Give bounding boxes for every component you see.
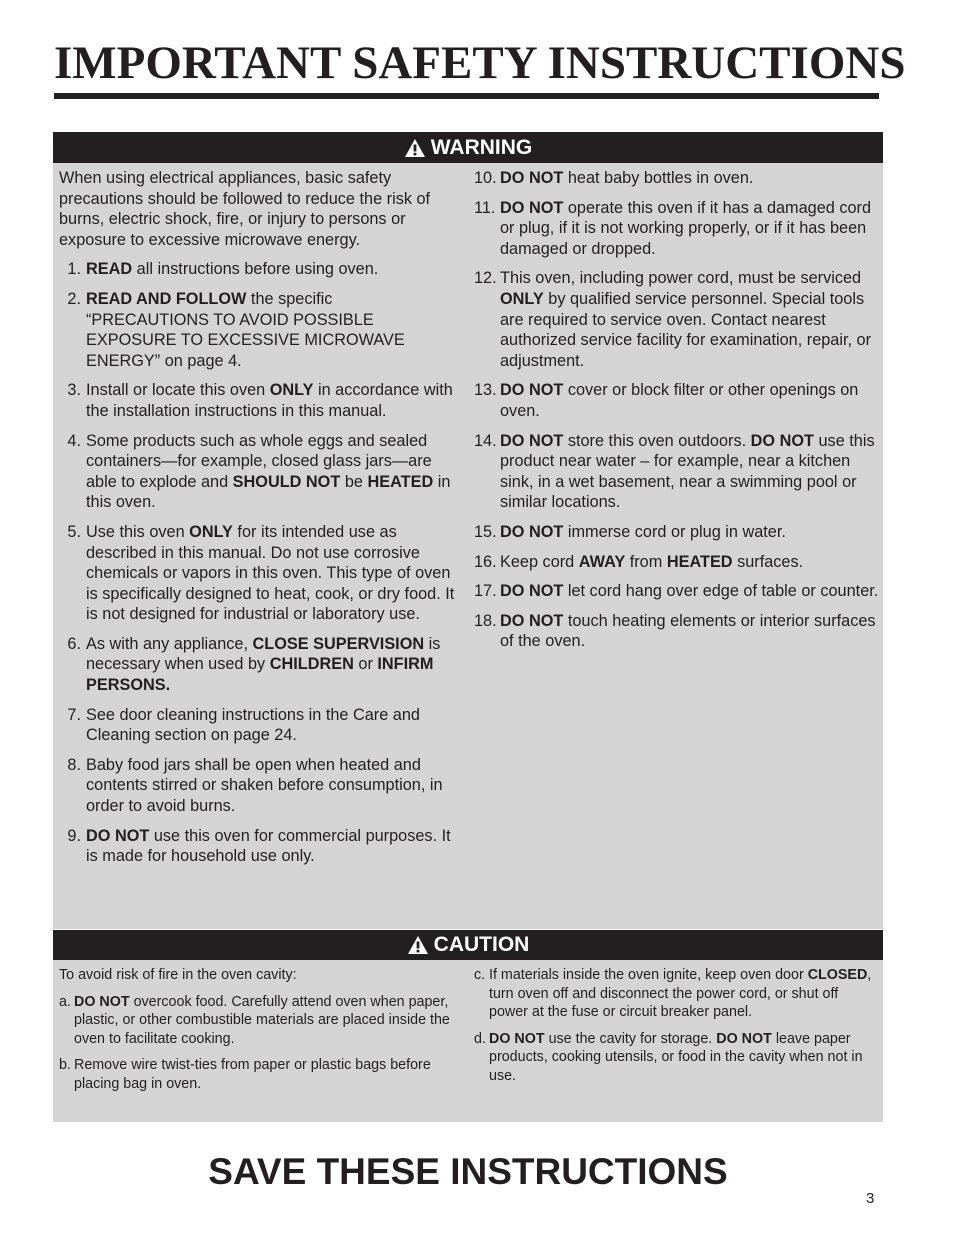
item-text: use this oven for commercial purposes. It is made for household use only.	[86, 826, 451, 866]
bold-text: DO NOT	[500, 611, 564, 630]
warning-item	[474, 168, 879, 189]
warning-item	[59, 634, 459, 696]
bold-text: DO NOT	[500, 169, 564, 187]
warning-label: WARNING	[430, 135, 533, 159]
bold-text: CLOSED	[807, 967, 868, 983]
item-text: is necessary when used by	[86, 634, 441, 674]
item-text: heat baby bottles in oven.	[563, 169, 754, 187]
warning-item	[59, 522, 459, 625]
item-text: store this oven outdoors.	[563, 431, 751, 450]
item-text: cover or block filter or other openings on oven.	[500, 381, 859, 420]
item-marker: 4.	[67, 431, 81, 450]
item-text: Remove wire twist-ties from paper or plastic bags before placing bag in oven.	[74, 1057, 431, 1092]
item-marker: 9.	[67, 826, 81, 845]
warning-item	[474, 552, 879, 573]
warning-item	[59, 431, 459, 513]
item-text: Use this oven	[86, 522, 190, 541]
item-marker: d.	[474, 1030, 486, 1047]
caution-right-column	[474, 966, 879, 1093]
item-marker: 18.	[474, 611, 497, 630]
item-text: immerse cord or plug in water.	[563, 522, 786, 541]
warning-left-column	[59, 168, 459, 876]
item-marker: 13.	[474, 381, 497, 400]
item-text: all instructions before using oven.	[132, 260, 379, 279]
warning-item	[59, 705, 459, 746]
item-marker: 7.	[67, 705, 81, 724]
warning-list-right	[474, 168, 879, 652]
item-marker: 3.	[67, 381, 81, 400]
caution-panel	[53, 930, 883, 1122]
caution-list-left	[59, 993, 459, 1094]
warning-item	[59, 289, 459, 371]
bold-text: DO NOT	[500, 381, 564, 400]
warning-right-column	[474, 168, 879, 661]
bold-text: DO NOT	[489, 1030, 545, 1047]
item-text: be	[340, 472, 368, 491]
item-text: by qualified service personnel. Special tools are required to service oven. Contact nearest authorized service facility for examination, repair, or adjustment.	[500, 289, 872, 370]
item-text: As with any appliance,	[86, 634, 253, 653]
warning-item	[59, 259, 459, 280]
caution-item	[474, 1030, 879, 1086]
bold-text: DO NOT	[750, 431, 814, 450]
bold-text: AWAY	[578, 552, 626, 571]
bold-text: DO NOT	[500, 198, 564, 217]
warning-item	[474, 522, 879, 543]
item-marker: 5.	[67, 522, 81, 541]
warning-triangle-icon	[407, 935, 429, 955]
item-text: let cord hang over edge of table or counter.	[563, 582, 879, 601]
item-marker: 17.	[474, 582, 497, 601]
bold-text: DO NOT	[86, 826, 150, 845]
item-marker: 11.	[474, 198, 496, 217]
warning-banner	[53, 132, 883, 163]
bold-text: ONLY	[189, 522, 233, 541]
warning-item	[59, 380, 459, 421]
bold-text: CHILDREN	[269, 655, 354, 674]
item-text: for its intended use as described in this manual. Do not use corrosive chemicals or vapors in this oven. This type of oven is specifically designed to heat, cook, or dry food. It is not designed for industrial or laboratory use.	[86, 522, 455, 624]
item-marker: 14.	[474, 431, 497, 450]
bold-text: ONLY	[269, 381, 314, 400]
item-marker: 1.	[67, 260, 81, 279]
bold-text: DO NOT	[716, 1030, 772, 1047]
item-text: use this product near water – for example, near a kitchen sink, in a wet basement, near a swimming pool or similar locations.	[500, 431, 875, 512]
warning-item	[474, 380, 879, 421]
item-marker: 16.	[474, 552, 497, 571]
item-marker: a.	[59, 993, 71, 1010]
bold-text: READ	[86, 260, 133, 279]
item-marker: 10.	[474, 169, 497, 187]
item-text: surfaces.	[732, 552, 804, 571]
warning-intro: When using electrical appliances, basic safety precautions should be followed to reduce the risk of burns, electric shock, fire, or injury to persons or exposure to excessive microwave energy.	[59, 169, 431, 249]
page-title: IMPORTANT SAFETY INSTRUCTIONS	[54, 37, 906, 89]
item-marker: 12.	[474, 269, 497, 288]
title-rule	[54, 93, 879, 99]
warning-triangle-icon	[404, 138, 426, 158]
warning-item	[474, 268, 879, 371]
bold-text: ONLY	[500, 289, 544, 308]
item-text: use the cavity for storage.	[544, 1030, 717, 1047]
save-instructions-heading: SAVE THESE INSTRUCTIONS	[208, 1151, 728, 1192]
item-text: This oven, including power cord, must be serviced	[500, 269, 862, 288]
item-text: overcook food. Carefully attend oven when paper, plastic, or other combustible materials are placed inside the oven to facilitate cooking.	[74, 993, 450, 1047]
warning-item	[59, 826, 459, 867]
caution-left-column	[59, 966, 459, 1101]
caution-item	[59, 993, 459, 1049]
item-text: operate this oven if it has a damaged cord or plug, if it is not working properly, or if it has been damaged or dropped.	[500, 198, 872, 258]
item-marker: 15.	[474, 522, 497, 541]
item-text: the specific “PRECAUTIONS TO AVOID POSSIBLE EXPOSURE TO EXCESSIVE MICROWAVE ENERGY” on page 4.	[86, 289, 405, 370]
caution-banner	[53, 930, 883, 960]
warning-item	[474, 431, 879, 513]
warning-item	[474, 581, 879, 602]
bold-text: READ AND FOLLOW	[86, 289, 247, 308]
item-text: in this oven.	[86, 472, 451, 512]
item-marker: b.	[59, 1057, 71, 1073]
caution-intro: To avoid risk of fire in the oven cavity:	[59, 967, 297, 983]
item-marker: 2.	[67, 289, 81, 308]
bold-text: CLOSE SUPERVISION	[252, 634, 425, 653]
bold-text: SHOULD NOT	[232, 472, 341, 491]
caution-label: CAUTION	[433, 933, 530, 956]
caution-item	[474, 966, 879, 1022]
bold-text: DO NOT	[74, 993, 130, 1010]
bold-text: DO NOT	[500, 522, 564, 541]
item-text: See door cleaning instructions in the Care and Cleaning section on page 24.	[86, 705, 420, 745]
warning-item	[474, 611, 879, 652]
warning-item	[474, 198, 879, 260]
item-text: , turn oven off and disconnect the power cord, or shut off power at the fuse or circuit breaker panel.	[489, 967, 872, 1020]
item-marker: 8.	[67, 755, 81, 774]
item-text: Baby food jars shall be open when heated and contents stirred or shaken before consumption, in order to avoid burns.	[86, 755, 443, 816]
caution-list-right	[474, 966, 879, 1085]
item-text: Some products such as whole eggs and sealed containers—for example, closed glass jars—are able to explode and	[86, 431, 432, 491]
item-marker: 6.	[67, 634, 81, 653]
item-text: Install or locate this oven	[86, 381, 270, 400]
warning-item	[59, 755, 459, 817]
bold-text: DO NOT	[500, 582, 564, 601]
bold-text: HEATED	[666, 552, 733, 571]
item-marker: c.	[474, 967, 486, 983]
warning-panel	[53, 132, 883, 929]
bold-text: INFIRM PERSONS.	[86, 655, 434, 695]
page-number: 3	[866, 1190, 875, 1207]
item-text: or	[353, 655, 378, 674]
item-text: leave paper products, cooking utensils, or food in the cavity when not in use.	[489, 1030, 863, 1084]
item-text: from	[625, 552, 667, 571]
caution-item	[59, 1056, 459, 1093]
item-text: If materials inside the oven ignite, keep oven door	[489, 967, 808, 983]
bold-text: DO NOT	[500, 431, 564, 450]
item-text: touch heating elements or interior surfaces of the oven.	[500, 611, 876, 651]
warning-list-left	[59, 259, 459, 866]
item-text: in accordance with the installation instructions in this manual.	[86, 381, 453, 420]
bold-text: HEATED	[367, 472, 434, 491]
item-text: Keep cord	[500, 552, 579, 571]
